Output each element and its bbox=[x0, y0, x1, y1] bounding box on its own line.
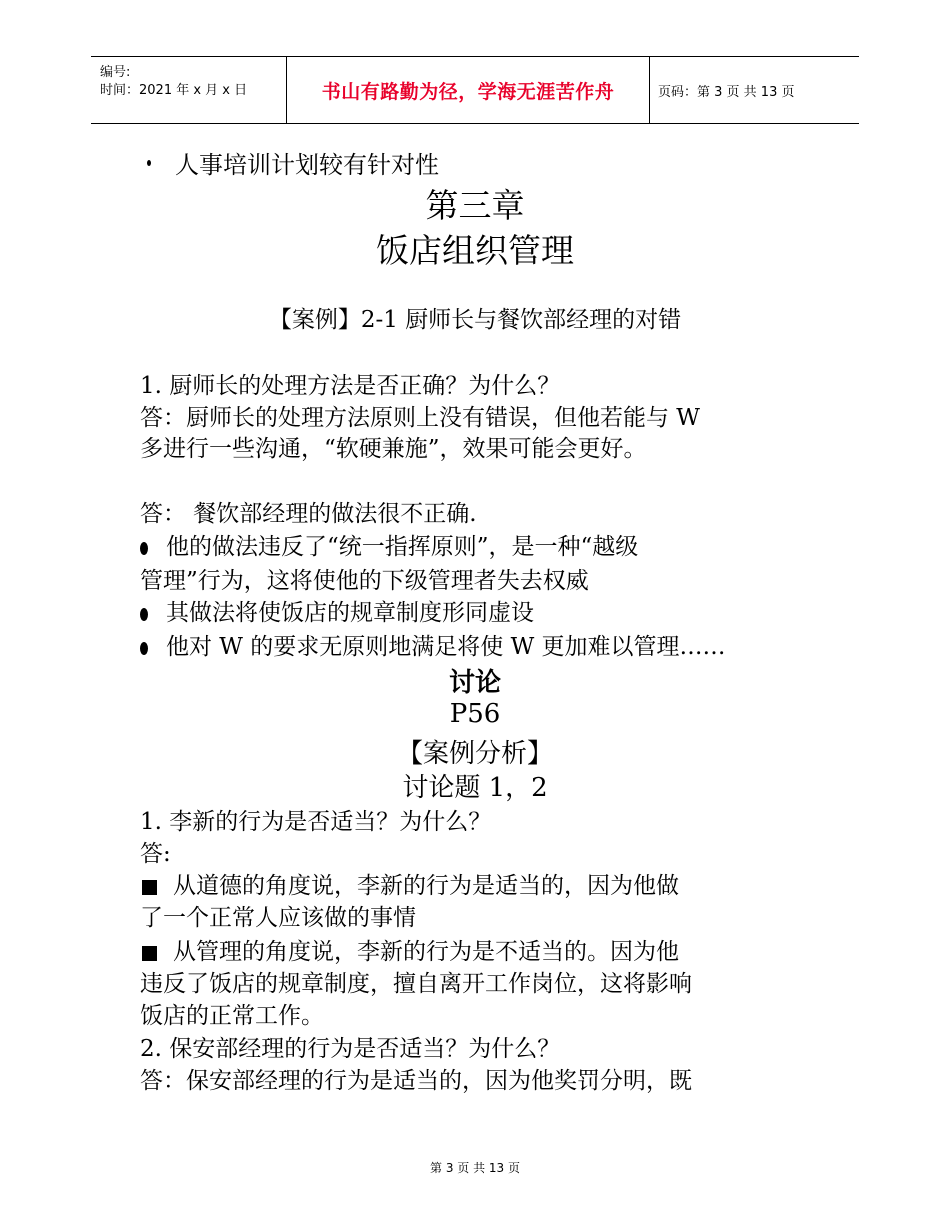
discussion-questions-heading: 讨论题 1，2 bbox=[402, 773, 548, 803]
motto: 书山有路勤为径，学海无涯苦作舟 bbox=[321, 81, 615, 103]
case-analysis-heading: 【案例分析】 bbox=[396, 739, 553, 769]
page-footer: 第 3 页 共 13 页 bbox=[430, 1161, 520, 1175]
header-motto-cell bbox=[286, 57, 650, 123]
answer-3: 答：保安部经理的行为是适当的，因为他奖罚分明，既 bbox=[140, 1068, 692, 1094]
bullet-dot-icon bbox=[147, 160, 151, 166]
square-item-1-text: 从道德的角度说，李新的行为是适当的，因为他做 bbox=[173, 873, 679, 899]
header-meta bbox=[91, 57, 286, 123]
square-bullet-icon bbox=[142, 880, 157, 895]
square-item-2-cont-1: 违反了饭店的规章制度，擅自离开工作岗位，这将影响 bbox=[140, 971, 692, 997]
bullet-item-2 bbox=[140, 594, 534, 627]
answer-1-line-2: 多进行一些沟通，“软硬兼施”，效果可能会更好。 bbox=[140, 436, 647, 462]
page-reference: P56 bbox=[449, 699, 501, 729]
answer-label: 答: bbox=[140, 841, 171, 867]
page-number-label: 页码：第 3 页 共 13 页 bbox=[658, 85, 795, 100]
bullet-item-3-text: 他对 W 的要求无原则地满足将使 W 更加难以管理…… bbox=[166, 634, 726, 660]
bullet-dot-icon bbox=[140, 608, 148, 621]
square-item-2-text: 从管理的角度说，李新的行为是不适当的。因为他 bbox=[173, 939, 679, 965]
number-label: 编号: bbox=[100, 65, 131, 80]
square-bullet-icon bbox=[142, 946, 157, 961]
bullet-dot-icon bbox=[140, 542, 148, 555]
bullet-item-1-text: 他的做法违反了“统一指挥原则”，是一种“越级 bbox=[166, 534, 639, 560]
chapter-title: 饭店组织管理 bbox=[376, 231, 574, 270]
square-item-1-cont: 了一个正常人应该做的事情 bbox=[140, 905, 416, 931]
square-item-2 bbox=[140, 933, 679, 966]
question-2: 1. 李新的行为是否适当？为什么？ bbox=[140, 809, 492, 835]
case-title: 【案例】2-1 厨师长与餐饮部经理的对错 bbox=[268, 307, 682, 333]
square-item-1 bbox=[140, 867, 679, 900]
bullet-item-3 bbox=[140, 628, 726, 661]
bullet-item-1 bbox=[140, 528, 638, 561]
question-3: 2. 保安部经理的行为是否适当？为什么？ bbox=[140, 1036, 561, 1062]
header-page-cell bbox=[649, 57, 859, 123]
bullet-item-2-text: 其做法将使饭店的规章制度形同虚设 bbox=[166, 600, 534, 626]
chapter-heading: 第三章 bbox=[425, 186, 525, 225]
bullet-item-1-cont: 管理”行为，这将使他的下级管理者失去权威 bbox=[140, 568, 589, 594]
intro-item: 人事培训计划较有针对性 bbox=[175, 151, 439, 179]
answer-1-line-1: 答：厨师长的处理方法原则上没有错误，但他若能与 W bbox=[140, 405, 700, 431]
time-label: 时间：2021 年 x 月 x 日 bbox=[100, 83, 248, 98]
discussion-heading: 讨论 bbox=[448, 668, 501, 698]
page-header bbox=[91, 56, 859, 124]
square-item-2-cont-2: 饭店的正常工作。 bbox=[140, 1003, 324, 1029]
question-1: 1. 厨师长的处理方法是否正确？为什么？ bbox=[140, 373, 561, 399]
bullet-dot-icon bbox=[140, 642, 148, 655]
answer-2: 答： 餐饮部经理的做法很不正确. bbox=[140, 501, 477, 527]
